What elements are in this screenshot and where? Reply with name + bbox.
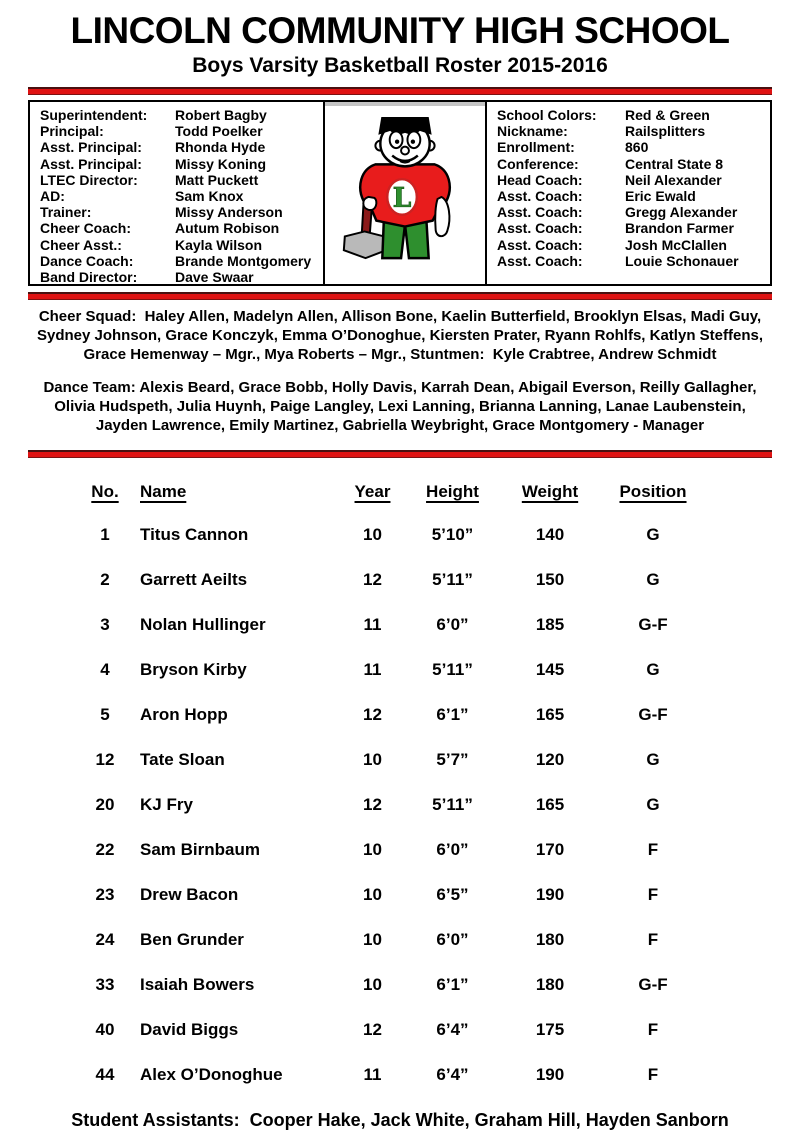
info-value: Eric Ewald [625, 188, 696, 205]
player-height: 6’1” [436, 704, 469, 724]
cheer-squad-paragraph [0, 307, 800, 364]
staff-role-label: Asst. Principal: [40, 139, 142, 156]
player-number: 1 [100, 524, 110, 544]
staff-person-name: Autum Robison [175, 220, 280, 237]
player-position: F [647, 1064, 659, 1084]
player-height: 6’4” [436, 1019, 469, 1039]
dance-team-line-2: Olivia Hudspeth, Julia Huynh, Paige Langley, Lexi Lanning, Brianna Lanning, Lanae Laubenstein, [54, 398, 746, 415]
school-info-row [497, 156, 762, 172]
staff-role-label: Dance Coach: [40, 252, 134, 269]
school-info-row [497, 172, 762, 188]
player-weight: 180 [535, 929, 565, 949]
info-label: Asst. Coach: [497, 204, 583, 221]
dance-team-paragraph [0, 378, 800, 435]
roster-player-row [85, 692, 800, 737]
staff-person-name: Brande Montgomery [175, 252, 312, 269]
school-info-row [497, 204, 762, 220]
player-number: 40 [95, 1019, 115, 1039]
staff-role-label: Superintendent: [40, 107, 148, 123]
info-label: Enrollment: [497, 139, 575, 156]
player-weight: 165 [535, 794, 565, 814]
red-divider-middle [28, 292, 772, 300]
player-year: 12 [363, 569, 382, 589]
info-value: 860 [625, 139, 649, 156]
player-weight: 190 [535, 884, 565, 904]
school-info-row [497, 253, 762, 269]
info-label: Head Coach: [497, 171, 583, 188]
staff-person-name: Missy Koning [175, 155, 267, 172]
player-weight: 185 [535, 614, 565, 634]
player-year: 10 [363, 929, 382, 949]
staff-row [40, 123, 315, 139]
player-height: 5’11” [432, 569, 473, 589]
player-position: G [646, 794, 660, 814]
player-year: 12 [363, 704, 382, 724]
player-height: 6’0” [436, 839, 469, 859]
staff-person-name: Rhonda Hyde [175, 139, 266, 156]
player-height: 5’10” [431, 524, 474, 544]
player-year: 10 [363, 884, 382, 904]
info-value: Central State 8 [625, 155, 724, 172]
player-position: G [646, 524, 660, 544]
player-year: 10 [363, 524, 382, 544]
player-position: F [647, 929, 659, 949]
staff-role-label: Asst. Principal: [40, 155, 142, 172]
railsplitter-mascot-image [331, 109, 479, 277]
roster-document [0, 10, 800, 1139]
roster-player-row [85, 602, 800, 647]
player-name: Nolan Hullinger [140, 614, 266, 634]
page-subtitle: Boys Varsity Basketball Roster 2015-2016 [192, 54, 608, 77]
player-name: Bryson Kirby [140, 659, 247, 679]
player-weight: 180 [535, 974, 565, 994]
player-name: Isaiah Bowers [140, 974, 255, 994]
info-value: Neil Alexander [625, 171, 722, 188]
staff-person-name: Missy Anderson [175, 204, 283, 221]
player-year: 11 [363, 659, 382, 679]
red-divider-bottom [28, 450, 772, 458]
player-weight: 140 [535, 524, 565, 544]
player-height: 6’1” [436, 974, 469, 994]
player-number: 3 [100, 614, 110, 634]
player-year: 10 [363, 839, 382, 859]
column-header-weight: Weight [521, 482, 579, 501]
school-info-box [28, 100, 772, 286]
player-name: Ben Grunder [140, 929, 244, 949]
player-weight: 145 [535, 659, 565, 679]
staff-row [40, 237, 315, 253]
info-value: Gregg Alexander [625, 204, 738, 221]
player-name: Titus Cannon [140, 524, 249, 544]
roster-player-row [85, 512, 800, 557]
school-info-row [497, 123, 762, 139]
dance-team-line-3: Jayden Lawrence, Emily Martinez, Gabriella Weybright, Grace Montgomery - Manager [95, 417, 705, 434]
staff-person-name: Kayla Wilson [175, 236, 263, 253]
player-height: 5’7” [436, 749, 469, 769]
column-header-year: Year [354, 482, 391, 501]
player-position: G-F [638, 704, 668, 724]
player-number: 33 [95, 974, 115, 994]
roster-player-row [85, 737, 800, 782]
player-weight: 120 [535, 749, 565, 769]
column-header-height: Height [426, 482, 479, 501]
player-name: Sam Birnbaum [140, 839, 260, 859]
player-year: 11 [363, 1064, 382, 1084]
roster-player-row [85, 872, 800, 917]
player-weight: 170 [535, 839, 565, 859]
roster-player-row [85, 782, 800, 827]
player-position: G [646, 659, 660, 679]
school-info-row [497, 107, 762, 123]
player-number: 20 [95, 794, 115, 814]
player-name: KJ Fry [140, 794, 193, 814]
staff-role-label: Principal: [40, 123, 104, 140]
staff-person-name: Todd Poelker [175, 123, 263, 140]
staff-row [40, 139, 315, 155]
mascot-cell [323, 102, 487, 284]
player-weight: 165 [535, 704, 565, 724]
player-year: 10 [363, 749, 382, 769]
page-title: LINCOLN COMMUNITY HIGH SCHOOL [70, 10, 730, 51]
staff-role-label: Trainer: [40, 204, 92, 221]
player-year: 12 [363, 794, 382, 814]
student-assistants-line: Student Assistants: Cooper Hake, Jack White, Graham Hill, Hayden Sanborn [71, 1110, 729, 1130]
player-position: G [646, 749, 660, 769]
info-label: Asst. Coach: [497, 252, 583, 269]
player-number: 24 [95, 929, 115, 949]
player-name: Drew Bacon [140, 884, 239, 904]
player-number: 44 [95, 1064, 115, 1084]
player-position: G-F [638, 974, 668, 994]
roster-player-row [85, 557, 800, 602]
staff-row [40, 204, 315, 220]
player-height: 5’11” [432, 659, 473, 679]
staff-row [40, 253, 315, 269]
info-label: Asst. Coach: [497, 220, 583, 237]
staff-person-name: Matt Puckett [175, 171, 259, 188]
staff-row [40, 188, 315, 204]
school-info-row [497, 220, 762, 236]
info-value: Josh McClallen [625, 236, 727, 253]
info-value: Louie Schonauer [625, 252, 739, 269]
cheer-squad-line-3: Grace Hemenway – Mgr., Mya Roberts – Mgr., Stuntmen: Kyle Crabtree, Andrew Schmidt [83, 346, 717, 363]
info-value: Railsplitters [625, 123, 706, 140]
player-position: F [647, 884, 659, 904]
staff-role-label: Band Director: [40, 269, 138, 286]
staff-person-name: Dave Swaar [175, 269, 254, 286]
player-year: 10 [363, 974, 382, 994]
staff-person-name: Sam Knox [175, 188, 244, 205]
school-info-list [487, 102, 770, 284]
player-number: 12 [95, 749, 115, 769]
info-value: Brandon Farmer [625, 220, 734, 237]
staff-person-name: Robert Bagby [175, 107, 267, 123]
staff-row [40, 156, 315, 172]
roster-player-row [85, 962, 800, 1007]
player-height: 5’11” [432, 794, 473, 814]
info-label: Asst. Coach: [497, 188, 583, 205]
player-name: David Biggs [140, 1019, 239, 1039]
cheer-squad-line-2: Sydney Johnson, Grace Konczyk, Emma O’Donoghue, Kiersten Prater, Ryann Rohlfs, Katlyn Steffens, [36, 327, 763, 344]
player-number: 2 [100, 569, 110, 589]
player-number: 22 [95, 839, 115, 859]
roster-player-row [85, 1007, 800, 1052]
player-height: 6’5” [436, 884, 469, 904]
mascot-letter: L [392, 182, 412, 214]
staff-row [40, 269, 315, 285]
info-label: Nickname: [497, 123, 568, 140]
roster-table [85, 472, 800, 1097]
player-position: F [647, 1019, 659, 1039]
player-number: 23 [95, 884, 115, 904]
info-label: Asst. Coach: [497, 236, 583, 253]
staff-role-label: Cheer Coach: [40, 220, 132, 237]
roster-player-row [85, 827, 800, 872]
player-year: 12 [363, 1019, 382, 1039]
dance-team-line-1: Dance Team: Alexis Beard, Grace Bobb, Holly Davis, Karrah Dean, Abigail Everson, Reilly Gallagher, [43, 379, 757, 396]
player-height: 6’0” [436, 614, 469, 634]
player-position: G-F [638, 614, 668, 634]
red-divider-top [28, 87, 772, 95]
cheer-squad-line-1: Cheer Squad: Haley Allen, Madelyn Allen, Allison Bone, Kaelin Butterfield, Brooklyn Elsas, Madi Guy, [38, 308, 762, 325]
staff-role-label: Cheer Asst.: [40, 236, 122, 253]
player-height: 6’0” [436, 929, 469, 949]
player-weight: 190 [535, 1064, 565, 1084]
roster-player-row [85, 1052, 800, 1097]
player-number: 4 [100, 659, 110, 679]
player-weight: 150 [535, 569, 565, 589]
staff-row [40, 172, 315, 188]
player-name: Tate Sloan [140, 749, 225, 769]
player-name: Alex O’Donoghue [140, 1064, 283, 1084]
player-position: G [646, 569, 660, 589]
staff-row [40, 107, 315, 123]
player-position: F [647, 839, 659, 859]
player-height: 6’4” [436, 1064, 469, 1084]
roster-player-row [85, 647, 800, 692]
staff-row [40, 220, 315, 236]
roster-header-row [85, 472, 800, 512]
staff-role-label: LTEC Director: [40, 171, 138, 188]
school-info-row [497, 139, 762, 155]
info-value: Red & Green [625, 107, 710, 123]
school-info-row [497, 237, 762, 253]
player-year: 11 [363, 614, 382, 634]
column-header-no: No. [91, 482, 119, 501]
staff-list [30, 102, 323, 284]
player-number: 5 [100, 704, 110, 724]
staff-role-label: AD: [40, 188, 65, 205]
column-header-name: Name [140, 482, 187, 501]
roster-player-row [85, 917, 800, 962]
info-label: Conference: [497, 155, 579, 172]
player-weight: 175 [535, 1019, 565, 1039]
column-header-position: Position [619, 482, 687, 501]
school-info-row [497, 188, 762, 204]
player-name: Garrett Aeilts [140, 569, 248, 589]
info-label: School Colors: [497, 107, 597, 123]
player-name: Aron Hopp [140, 704, 228, 724]
